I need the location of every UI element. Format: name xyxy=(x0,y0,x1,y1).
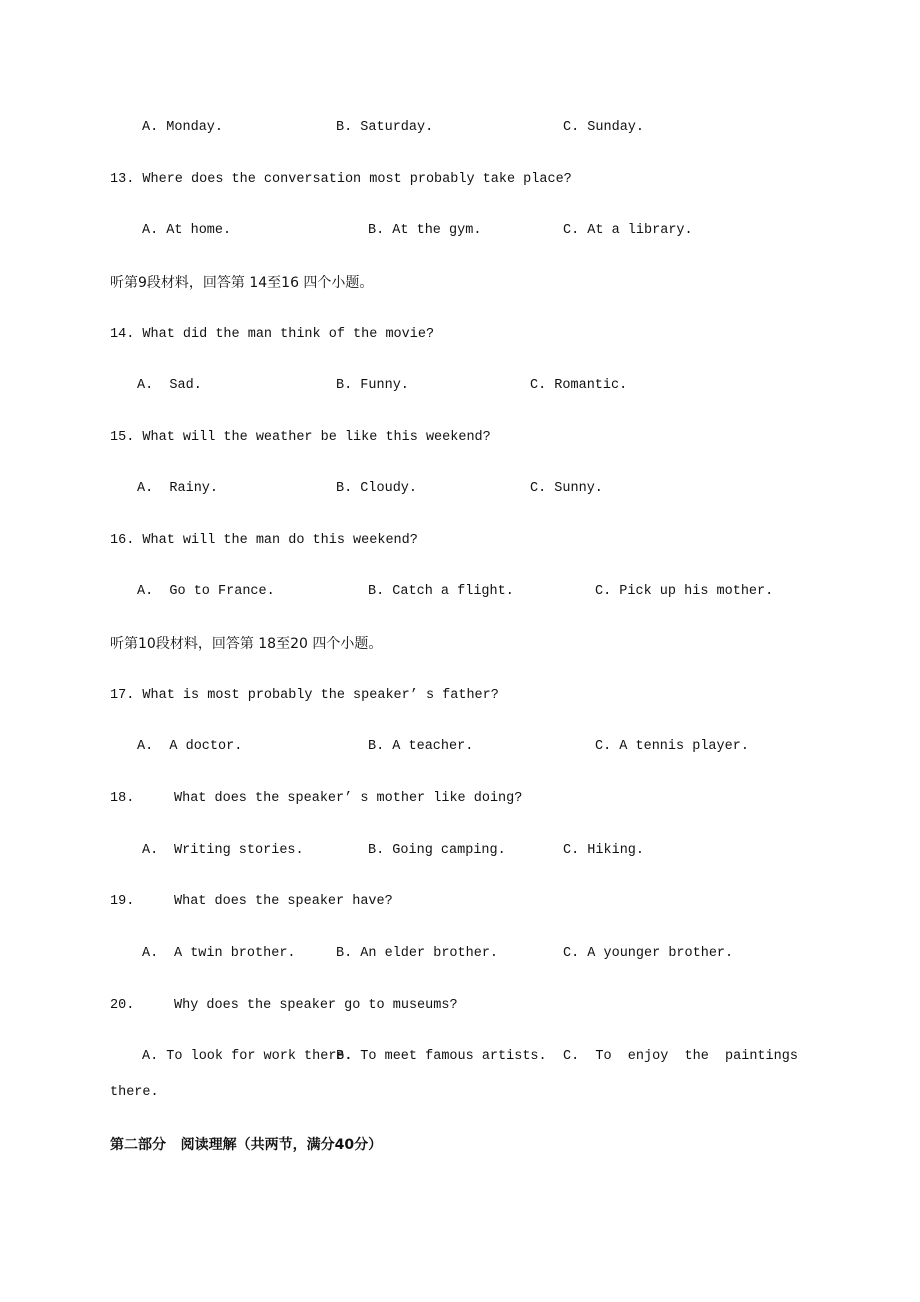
option-c: C. A younger brother. xyxy=(563,946,734,961)
option-b: B. Cloudy. xyxy=(336,481,418,496)
question-number: 18. xyxy=(110,791,135,806)
option-c: C. Sunday. xyxy=(563,120,645,135)
question-text: What does the speaker have? xyxy=(174,894,393,909)
section-heading-9: 听第9段材料，回答第 14至16 四个小题。 xyxy=(110,275,374,291)
question-14: 14. What did the man think of the movie? xyxy=(110,327,435,342)
option-c: C. At a library. xyxy=(563,223,693,238)
q17-options xyxy=(0,737,749,757)
question-20 xyxy=(0,996,458,1016)
option-a: Writing stories. xyxy=(174,843,304,858)
option-b: B. Going camping. xyxy=(368,843,506,858)
option-b: B. An elder brother. xyxy=(336,946,499,961)
option-a-label: A. xyxy=(142,946,159,961)
option-b: B. Funny. xyxy=(336,378,409,393)
option-c: C. A tennis player. xyxy=(595,739,749,754)
option-a: A. Go to France. xyxy=(137,584,275,599)
option-c-continuation: there. xyxy=(110,1085,159,1100)
part-two-heading: 第二部分 阅读理解（共两节，满分40分） xyxy=(110,1137,383,1153)
option-b: B. Catch a flight. xyxy=(368,584,514,599)
q15-options xyxy=(0,479,603,499)
q18-options xyxy=(0,841,645,861)
question-15: 15. What will the weather be like this weekend? xyxy=(110,430,491,445)
option-a: A. Sad. xyxy=(137,378,202,393)
q20-options xyxy=(0,1047,798,1067)
section-heading-10: 听第10段材料，回答第 18至20 四个小题。 xyxy=(110,636,383,652)
q14-options xyxy=(0,376,628,396)
question-13: 13. Where does the conversation most probably take place? xyxy=(110,172,572,187)
option-a: A. At home. xyxy=(142,223,232,238)
option-c: C. To enjoy the paintings xyxy=(563,1049,798,1064)
question-16: 16. What will the man do this weekend? xyxy=(110,533,418,548)
q19-options xyxy=(0,944,734,964)
question-number: 20. xyxy=(110,998,135,1013)
option-a: A. Rainy. xyxy=(137,481,219,496)
option-c: C. Romantic. xyxy=(530,378,628,393)
q12-options xyxy=(0,118,645,138)
option-a: A twin brother. xyxy=(174,946,296,961)
question-text: What does the speaker’ s mother like doing? xyxy=(174,791,523,806)
option-a: A. Monday. xyxy=(142,120,224,135)
option-a: A. A doctor. xyxy=(137,739,243,754)
option-b: B. A teacher. xyxy=(368,739,474,754)
option-b: B. Saturday. xyxy=(336,120,434,135)
option-c: C. Sunny. xyxy=(530,481,603,496)
q13-options xyxy=(0,221,693,241)
option-c: C. Hiking. xyxy=(563,843,645,858)
question-number: 19. xyxy=(110,894,135,909)
q16-options xyxy=(0,582,774,602)
option-c: C. Pick up his mother. xyxy=(595,584,774,599)
option-a-label: A. xyxy=(142,843,159,858)
option-b: B. At the gym. xyxy=(368,223,482,238)
question-text: Why does the speaker go to museums? xyxy=(174,998,458,1013)
option-a: A. To look for work there. xyxy=(142,1049,353,1064)
option-b: B. To meet famous artists. xyxy=(336,1049,547,1064)
question-18 xyxy=(0,789,523,809)
question-19 xyxy=(0,892,393,912)
question-17: 17. What is most probably the speaker’ s father? xyxy=(110,688,499,703)
